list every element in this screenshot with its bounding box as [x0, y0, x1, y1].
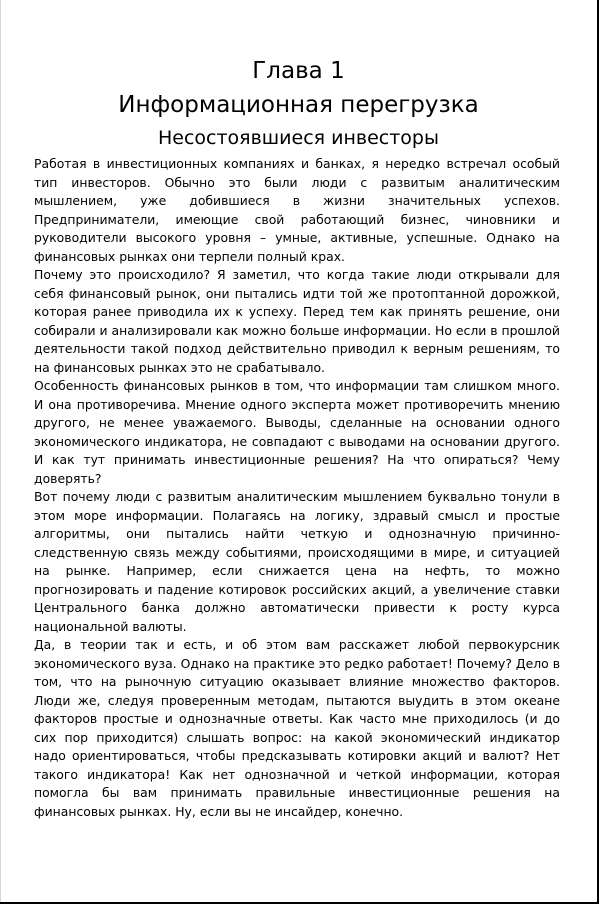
paragraph: Да, в теории так и есть, и об этом вам расскажет любой первокурсник экономического вуза. Однако на практике это редко работает! Почему? Дело в том, что на рыночную ситуацию оказывает влияние множество факторов. Люди же, следуя проверенным методам, пытаются выудить в этом океане факторов простые и однозначные ответы. Как часто мне приходилось (и до сих пор приходится) слышать вопрос: на какой экономический индикатор надо ориентироваться, чтобы предсказывать котировки акций и валют? Нет такого индикатора! Как нет однозначной и четкой информации, которая помогла бы вам принимать правильные инвестиционные решения на финансовых рынках. Ну, если вы не инсайдер, конечно.	[34, 637, 560, 819]
paragraph: Вот почему люди с развитым аналитическим мышлением буквально тонули в этом море информации. Полагаясь на логику, здравый смысл и простые алгоритмы, они пытались найти четкую и однозначную причинно-следственную связь между событиями, происходящими в мире, и ситуацией на рынке. Например, если снижается цена на нефть, то можно прогнозировать и падение котировок российских акций, а увеличение ставки Центрального банка должно автоматически привести к росту курса национальной валюты.	[34, 489, 560, 634]
section-heading: Несостоявшиеся инвесторы	[157, 127, 439, 149]
paragraph: Работая в инвестиционных компаниях и банках, я нередко встречал особый тип инвесторов. Обычно это были люди с развитым аналитическим мышлением, уже добившиеся в жизни значительных успехов. Предприниматели, имеющие свой работающий бизнес, чиновники и руководители высокого уровня – умные, активные, успешные. Однако на финансовых рынках они терпели полный крах.	[34, 156, 560, 264]
chapter-title: Информационная перегрузка	[118, 92, 479, 118]
chapter-heading: Глава 1	[252, 58, 345, 84]
paragraph: Почему это происходило? Я заметил, что когда такие люди открывали для себя финансовый рынок, они пытались идти той же протоптанной дорожкой, которая ранее приводила их к успеху. Перед тем как принять решение, они собирали и анализировали как можно больше информации. Но если в прошлой деятельности такой подход действительно приводил к верным решениям, то на финансовых рынках это не срабатывало.	[34, 267, 560, 375]
body-text	[34, 155, 560, 821]
paragraph: Особенность финансовых рынков в том, что информации там слишком много. И она противоречива. Мнение одного эксперта может противоречить мнению другого, не менее уважаемого. Выводы, сделанные на основании одного экономического индикатора, не совпадают с выводами на основании другого. И как тут принимать инвестиционные решения? На что опираться? Чему доверять?	[34, 378, 560, 486]
